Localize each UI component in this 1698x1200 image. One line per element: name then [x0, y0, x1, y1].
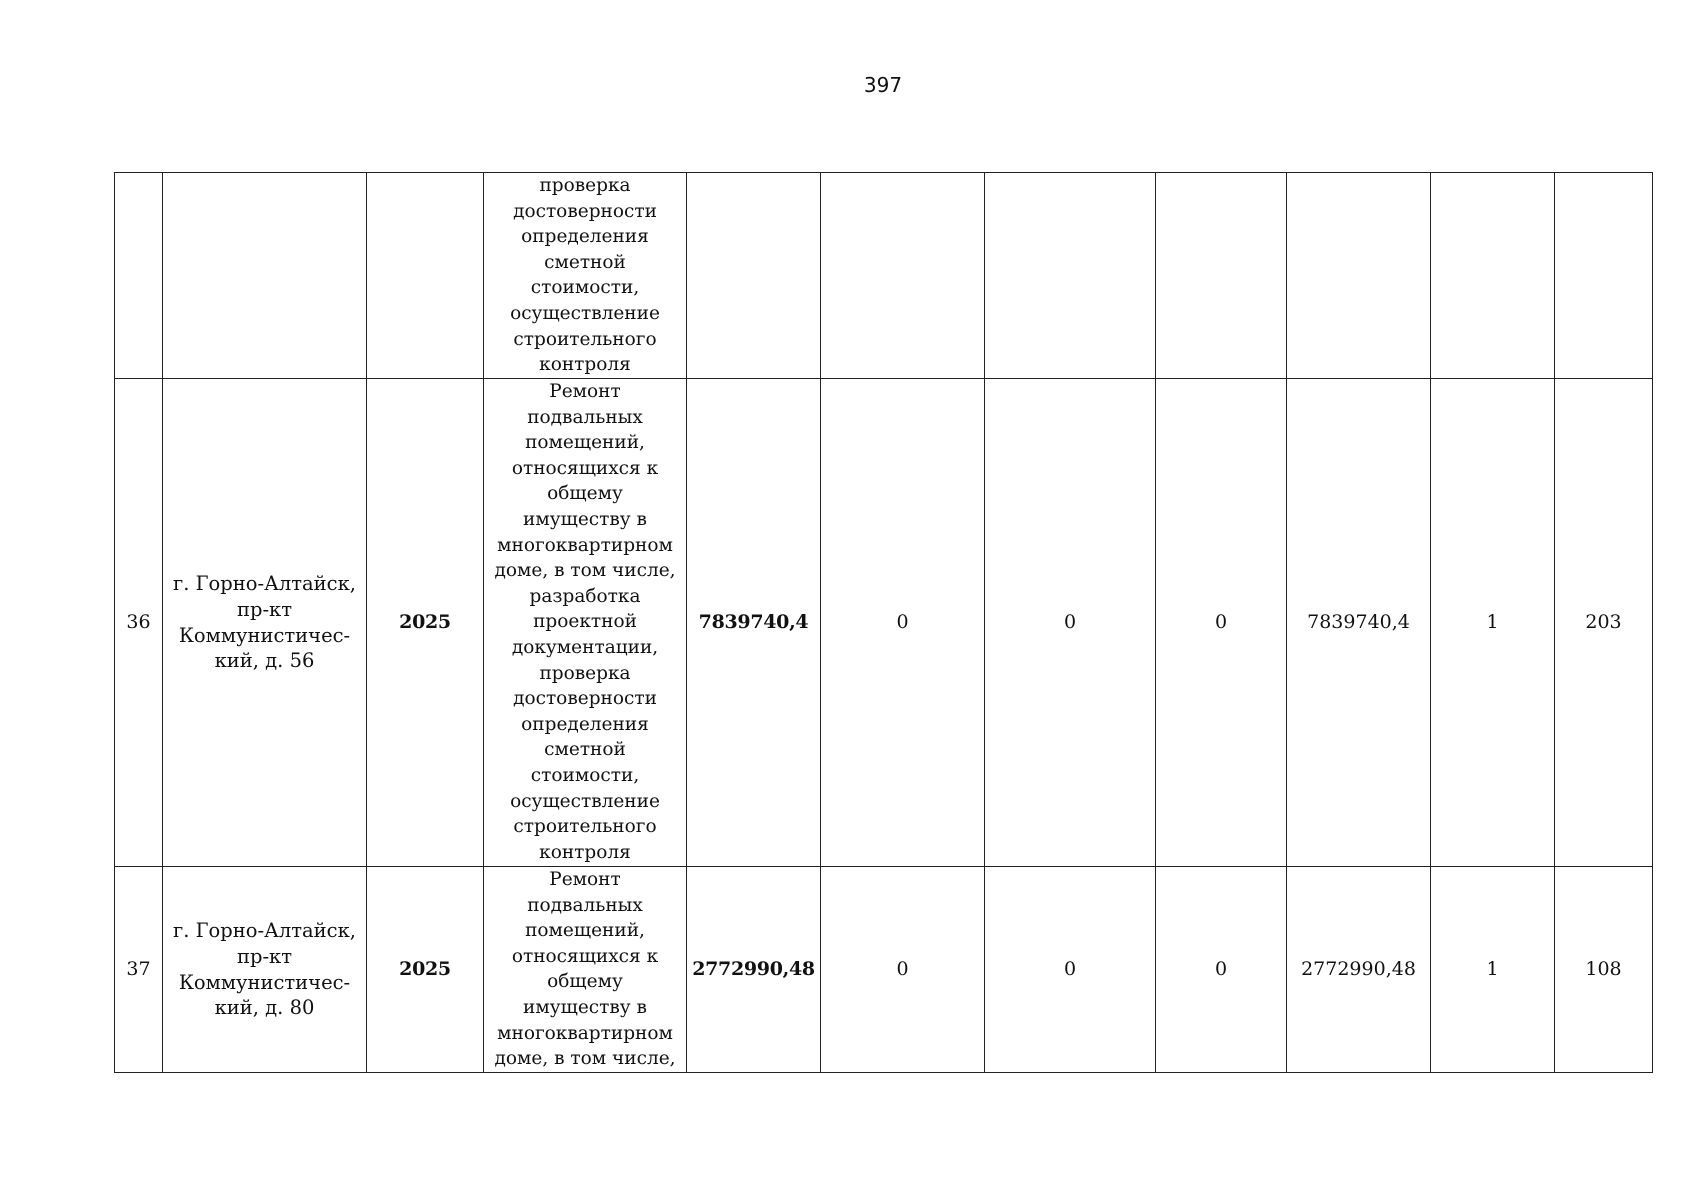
value-cell: 1: [1431, 867, 1555, 1073]
row-number-cell: 37: [115, 867, 163, 1073]
value-cell: 0: [821, 379, 985, 867]
table-row: [115, 379, 1653, 867]
value-cell: 0: [821, 867, 985, 1073]
table-row: [115, 173, 1653, 379]
table-row: [115, 867, 1653, 1073]
value-cell: 0: [1156, 867, 1287, 1073]
page-number: 397: [863, 73, 903, 97]
address-cell: г. Горно-Алтайск, пр-кт Коммунистичес- кий, д. 80: [163, 867, 367, 1073]
value-cell: [1156, 173, 1287, 379]
value-cell: [1555, 173, 1653, 379]
value-cell: [821, 173, 985, 379]
total-cost-cell: 7839740,4: [687, 379, 821, 867]
address-cell: г. Горно-Алтайск, пр-кт Коммунистичес- кий, д. 56: [163, 379, 367, 867]
row-number-cell: 36: [115, 379, 163, 867]
address-cell: [163, 173, 367, 379]
total-cost-cell: 2772990,48: [687, 867, 821, 1073]
value-cell: 2772990,48: [1287, 867, 1431, 1073]
year-cell: 2025: [367, 867, 484, 1073]
value-cell: 0: [1156, 379, 1287, 867]
value-cell: 203: [1555, 379, 1653, 867]
value-cell: 0: [985, 379, 1156, 867]
work-type-cell: Ремонт подвальных помещений, относящихся к общему имуществу в многоквартирном доме, в том числе, разработка проектной документации, проверка достоверности определения сметной стоимости, осуществление строительного контроля: [484, 379, 687, 867]
work-type-cell: Ремонт подвальных помещений, относящихся к общему имуществу в многоквартирном доме, в том числе,: [484, 867, 687, 1073]
work-type-cell: проверка достоверности определения сметной стоимости, осуществление строительного контроля: [484, 173, 687, 379]
repair-program-table: [114, 172, 1653, 1073]
value-cell: 108: [1555, 867, 1653, 1073]
value-cell: [985, 173, 1156, 379]
value-cell: [1287, 173, 1431, 379]
value-cell: [1431, 173, 1555, 379]
value-cell: 1: [1431, 379, 1555, 867]
total-cost-cell: [687, 173, 821, 379]
value-cell: 0: [985, 867, 1156, 1073]
row-number-cell: [115, 173, 163, 379]
year-cell: [367, 173, 484, 379]
year-cell: 2025: [367, 379, 484, 867]
value-cell: 7839740,4: [1287, 379, 1431, 867]
